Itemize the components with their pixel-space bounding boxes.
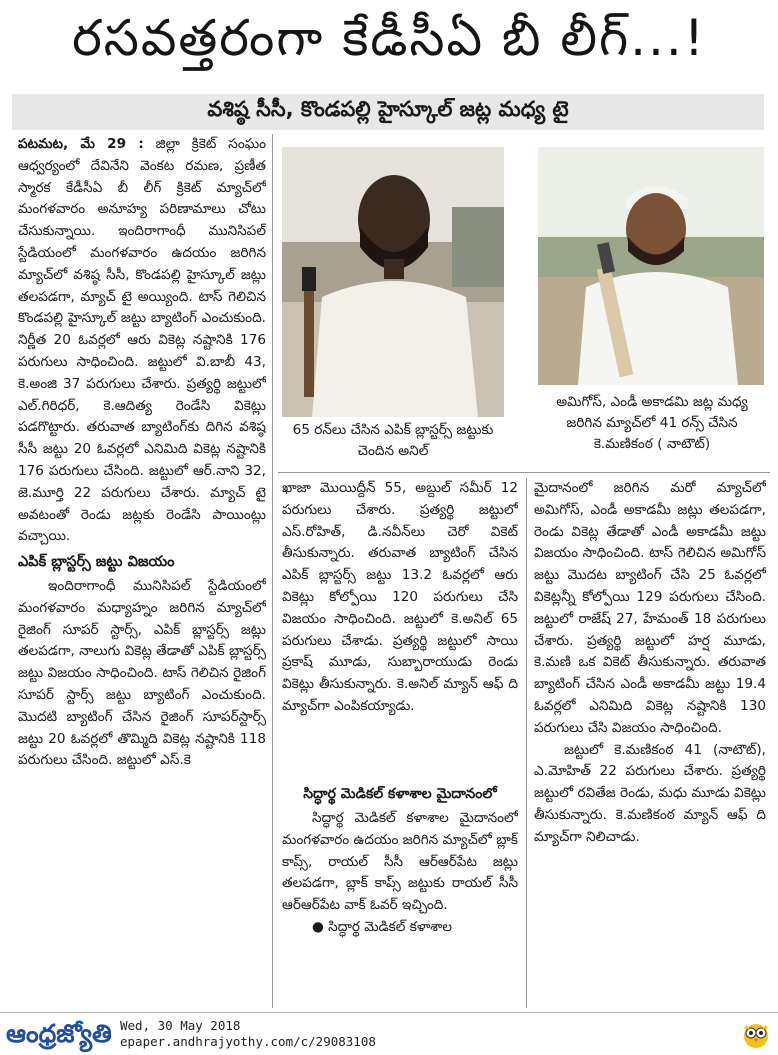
section-heading-epic-blasters: ఎపిక్‌ బ్లాస్టర్స్‌ జట్టు విజయం <box>18 554 175 571</box>
footer-date: Wed, 30 May 2018 <box>120 1018 241 1033</box>
column-1-paragraph-1 <box>18 134 266 548</box>
article-column-2 <box>282 478 518 782</box>
column-divider-1 <box>272 134 273 1008</box>
photo-anil-image <box>282 147 504 417</box>
photo-anil <box>282 147 504 417</box>
photo-manikanta-caption: అమిగోస్‌, ఎండీ అకాడమి జట్ల మధ్య జరిగిన మ్యాచ్‌లో 41 రన్స్‌ చేసిన కె.మణికంఠ ( నాటౌట్‌) <box>556 394 748 452</box>
section-heading-siddhartha: సిద్ధార్థ మెడికల్‌ కళాశాల మైదానంలో <box>303 786 497 802</box>
column-2-paragraph-1: ఖాజా మొయిద్దీన్‌ 55, అబ్దుల్‌ సమీర్‌ 12 పరుగులు చేశారు. ప్రత్యర్థి జట్టులో ఎస్‌.రోహిత్‌, డి.నవీన్‌లు చెరో వికెట్‌ తీసుకున్నారు. తరువాత బ్యాటింగ్‌ చేసిన ఎపిక్‌ బ్లాస్టర్స్‌ జట్టు 13.2 ఓవర్లలో ఆరు వికెట్లు కోల్పోయి 120 పరుగులు చేసి విజయం సాధించింది. జట్టులో కె.అనిల్‌ 65 పరుగులు చేశాడు. ప్రత్యర్థి జట్టులో సాయి ప్రకాష్‌ మూడు, సుబ్బారాయుడు రెండు వికెట్లు తీసుకున్నారు. కె.అనిల్‌ మ్యాన్‌ ఆఫ్‌ ది మ్యాచ్‌గా ఎంపికయ్యాడు. <box>282 480 518 714</box>
article-column-1 <box>18 134 266 1008</box>
photo-manikanta <box>538 147 764 385</box>
column-3-paragraph-1: మైదానంలో జరిగిన మరో మ్యాచ్‌లో అమిగోస్‌, ఎండీ అకాడమీ జట్లు తలపడగా, రెండు వికెట్ల తేడాతో ఎండీ అకాడమీ జట్టు విజయం సాధించింది. టాస్‌ గెలిచిన అమిగోస్‌ జట్టు మొదట బ్యాటింగ్‌ చేసి 25 ఓవర్లలో వికెట్లన్నీ కోల్పోయి 129 పరుగులు చేసింది. జట్టులో రాజేష్‌ 27, హేమంత్‌ 18 పరుగులు చేశారు. ప్రత్యర్థి జట్టులో హర్ష మూడు, కె.మణి ఒక వికెట్‌ తీసుకున్నారు. తరువాత బ్యాటింగ్‌ చేసిన ఎండీ అకాడమీ జట్టు 19.4 ఓవర్లలో ఎనిమిది వికెట్ల నష్టానికి 130 పరుగులు చేసి విజయం సాధించింది. <box>534 480 766 736</box>
subheadline: వశిష్ఠ సీసీ, కొండపల్లి హైస్కూల్‌ జట్ల మధ్య టై <box>12 94 764 130</box>
article-column-3 <box>534 478 766 1008</box>
column-1-paragraph-2: ఇందిరాగాంధీ మునిసిపల్‌ స్టేడియంలో మంగళవారం మధ్యాహ్నం జరిగిన మ్యాచ్‌లో రైజింగ్‌ సూపర్‌ స్టార్స్‌, ఎపిక్‌ బ్లాస్టర్స్‌ జట్లు తలపడగా, నాలుగు వికెట్ల తేడాతో ఎపిక్‌ బ్లాస్టర్స్‌ జట్టు విజయం సాధించింది. టాస్‌ గెలిచిన రైజింగ్‌ సూపర్‌ స్టార్స్‌ జట్టు బ్యాటింగ్‌ ఎంచుకుంది. మొదటి బ్యాటింగ్‌ చేసిన రైజింగ్‌ సూపర్‌స్టార్స్‌ జట్టు 20 ఓవర్లలో తొమ్మిది వికెట్ల నష్టానికి 118 పరుగులు చేసింది. జట్టులో ఎస్‌.కె <box>18 577 266 769</box>
column-divider-2 <box>526 478 527 1008</box>
column-1-text-1: జిల్లా క్రికెట్‌ సంఘం ఆధ్వర్యంలో దేవినేని వెంకట రమణ, ప్రణీత స్మారక కేడీసీఏ బీ లీగ్‌ క్రికెట్‌ మ్యాచ్‌లో మంగళవారం అనూహ్య పరిణామాలు చోటు చేసుకున్నాయి. ఇందిరాగాంధీ మునిసిపల్‌ స్టేడియంలో మంగళవారం ఉదయం జరిగిన మ్యాచ్‌లో వశిష్ఠ సీసీ, కొండపల్లి హైస్కూల్‌ జట్లు తలపడగా, మ్యాచ్‌ టై అయ్యింది. టాస్‌ గెలిచిన కొండపల్లి హైస్కూల్‌ జట్టు బ్యాటింగ్‌ ఎంచుకుంది. నిర్ణీత 20 ఓవర్లలో ఆరు వికెట్ల నష్టానికి 176 పరుగులు సాధించింది. జట్టులో వి.బాబీ 43, కె.అంజి 37 పరుగులు చేశారు. ప్రత్యర్థి జట్టులో ఎల్‌.గిరిధర్‌, కె.ఆదిత్య రెండేసి వికెట్లు పడగొట్టారు. తరువాత బ్యాటింగ్‌కు దిగిన వశిష్ఠ సీసీ జట్టు 20 ఓవర్లలో ఎనిమిది వికెట్ల నష్టానికి 176 పరుగులు చేసింది. జట్టులో ఆర్‌.నాని 32, జె.మూర్తి 22 పరుగులు చేశారు. మ్యాచ్‌ టై అవటంతో రెండు జట్లకు రెండేసి పాయింట్లు వచ్చాయి. <box>18 136 266 545</box>
photo-manikanta-image <box>538 147 764 385</box>
article-column-2-lower <box>282 808 518 1008</box>
dateline: పటమట, మే 29 : <box>18 136 144 152</box>
headline: రసవత్తరంగా కేడీసీఏ బీ లీగ్‌...! <box>72 8 706 67</box>
andhrajyothy-logo: ఆంధ్రజ్యోతి <box>6 1019 112 1048</box>
column-3-paragraph-2: జట్టులో కె.మణికంఠ 41 (నాటౌట్‌), ఎ.మోహిత్‌ 22 పరుగులు చేశారు. ప్రత్యర్థి జట్టులో రవితేజ రెండు, మధు మూడు వికెట్లు తీసుకున్నారు. కె.మణికంఠ మ్యాన్‌ ఆఫ్‌ ది మ్యాచ్‌గా నిలిచాడు. <box>534 741 766 845</box>
photo-anil-caption: 65 రన్‌లు చేసిన ఎపిక్‌ బ్లాస్టర్స్‌ జట్టుకు చెందిన అనిల్‌ <box>292 422 494 459</box>
column-2-paragraph-2: సిద్ధార్థ మెడికల్‌ కళాశాల మైదానంలో మంగళవారం ఉదయం జరిగిన మ్యాచ్‌లో బ్లాక్‌ కాప్స్‌, రాయల్‌ సీసీ ఆర్‌ఆర్‌పేట జట్లు తలపడగా, బ్లాక్‌ కాప్స్‌ జట్టుకు రాయల్‌ సీసీ ఆర్‌ఆర్‌పేట వాక్‌ ఓవర్‌ ఇచ్చింది. <box>282 810 518 914</box>
column-2-paragraph-3: ● సిద్ధార్థ మెడికల్‌ కళాశాల <box>312 918 453 935</box>
owl-icon <box>742 1019 770 1049</box>
photo-bottom-divider <box>278 472 770 473</box>
footer-url[interactable]: epaper.andhrajyothy.com/c/29083108 <box>120 1034 376 1049</box>
page-footer <box>0 1012 778 1054</box>
